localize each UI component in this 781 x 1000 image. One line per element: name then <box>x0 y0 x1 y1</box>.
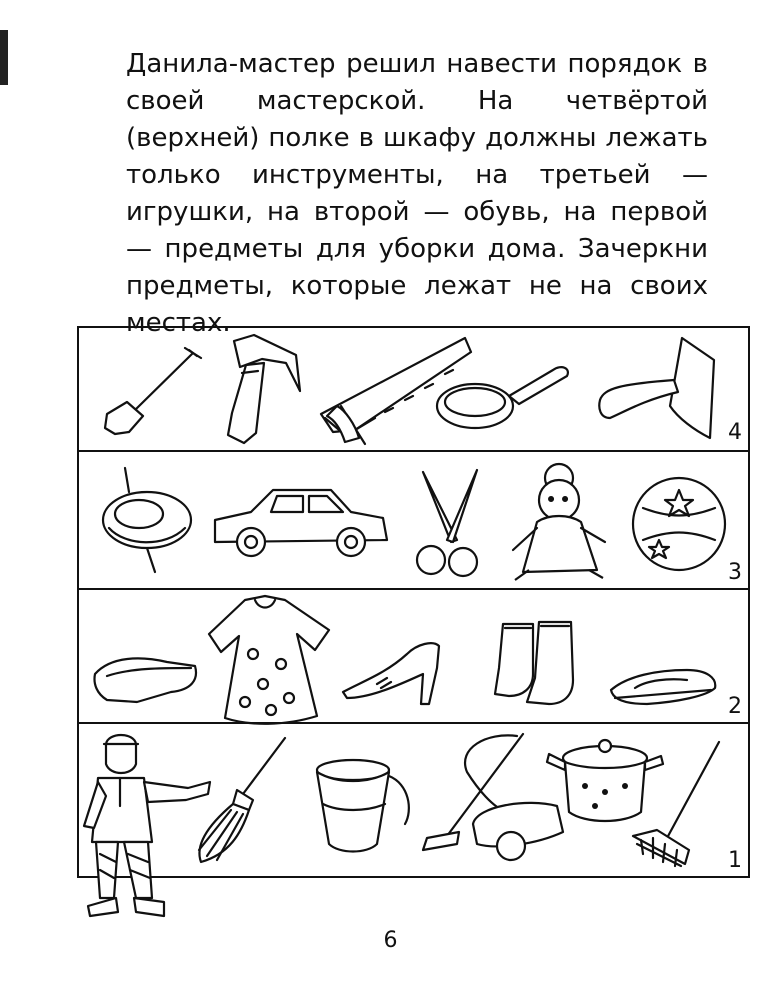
shelf-number: 1 <box>728 848 742 873</box>
page-number: 6 <box>383 928 398 953</box>
shovel-icon[interactable] <box>97 340 207 435</box>
shelf-number: 2 <box>728 694 742 719</box>
shelf-4 <box>79 328 748 450</box>
page-edge-mark <box>0 30 8 85</box>
dress-icon[interactable] <box>205 594 335 729</box>
vacuum-cleaner-icon[interactable] <box>397 728 567 868</box>
task-instruction: Данила-мастер решил навести порядок в своей мастерской. На четвёртой (верхней) полке в шкафу должны лежать только инструменты, на третьей — игрушки, на второй — обувь, на первой — предметы для уборки дома. Зачеркни предметы, которые лежат не на своих местах. <box>126 49 708 338</box>
spinning-top-icon[interactable] <box>95 466 195 576</box>
frying-pan-icon[interactable] <box>435 358 575 433</box>
toy-car-icon[interactable] <box>211 484 391 564</box>
shelf-number: 4 <box>728 420 742 445</box>
hammer-icon[interactable] <box>214 333 309 448</box>
loafer-icon[interactable] <box>607 660 719 710</box>
shelf-2 <box>79 588 748 724</box>
shelf-number: 3 <box>728 560 742 585</box>
floor-brush-icon[interactable] <box>627 738 727 873</box>
shelf-3 <box>79 450 748 590</box>
axe-icon[interactable] <box>594 334 724 444</box>
clog-icon[interactable] <box>91 650 201 710</box>
ball-icon[interactable] <box>629 474 729 574</box>
high-heel-shoe-icon[interactable] <box>341 638 441 708</box>
scissors-icon[interactable] <box>413 468 483 583</box>
felt-boots-icon[interactable] <box>493 618 583 708</box>
doll-icon[interactable] <box>509 458 609 583</box>
danila-craftsman-figure <box>78 730 218 925</box>
